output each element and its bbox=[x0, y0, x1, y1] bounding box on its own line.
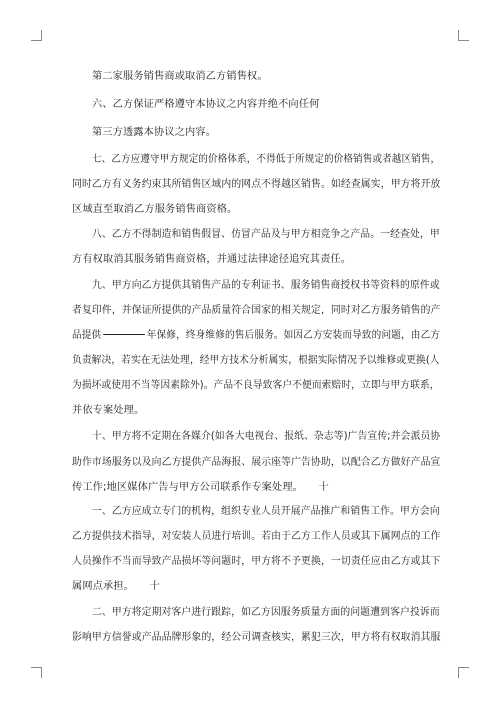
text-line: 并依专案处理。 bbox=[72, 405, 145, 416]
text-fragment: 品提供 bbox=[72, 330, 102, 341]
text-line: 负责解决，若实在无法处理，经甲方技术分析属实，根据实际情况予以维修或更换(人 bbox=[72, 355, 440, 366]
text-line: 七、乙方应遵守甲方规定的价格体系，不得低于所规定的价格销售或者越区销售， bbox=[92, 154, 441, 165]
text-line: 人员操作不当而导致产品损坏等问题时，甲方将不予更换，一切责任应由乙方或其下 bbox=[72, 556, 441, 567]
crop-mark-bottom-right bbox=[458, 667, 469, 678]
text-line: 为损坏或使用不当等因素除外)。产品不良导致客户不便而索赔时，立即与甲方联系， bbox=[72, 380, 440, 391]
text-line: 助作市场服务以及向乙方提供产品海报、展示座等广告协助，以配合乙方做好产品宣 bbox=[72, 457, 441, 468]
text-line: 区域直至取消乙方服务销售商资格。 bbox=[72, 204, 238, 215]
text-line: 八、乙方不得制造和销售假冒、仿冒产品及与甲方相竞争之产品。一经查处，甲 bbox=[92, 229, 440, 240]
crop-mark-top-left bbox=[31, 30, 42, 41]
text-line: 九、甲方向乙方提供其销售产品的专利证书、服务销售商授权书等资料的原件或 bbox=[92, 280, 440, 291]
text-line: 方有权取消其服务销售商资格，并通过法律途径追究其责任。 bbox=[72, 254, 352, 265]
blank-underline bbox=[103, 334, 145, 335]
text-line: 属网点承担。 十 bbox=[72, 581, 160, 592]
text-line bbox=[72, 329, 440, 343]
crop-mark-top-right bbox=[458, 30, 469, 41]
crop-mark-bottom-left bbox=[31, 667, 42, 678]
text-line: 第二家服务销售商或取消乙方销售权。 bbox=[92, 71, 268, 82]
text-line: 影响甲方信誉或产品品牌形象的，经公司调查核实，累犯三次，甲方将有权取消其服 bbox=[72, 632, 441, 643]
text-line: 乙方提供技术指导，对安装人员进行培训。若由于乙方工作人员或其下属网点的工作 bbox=[72, 531, 441, 542]
text-line: 第三方透露本协议之内容。 bbox=[92, 127, 217, 138]
text-line: 十、甲方将不定期在各媒介(如各大电视台、报纸、杂志等)广告宣传;并会派员协 bbox=[92, 431, 441, 442]
text-line: 同时乙方有义务约束其所销售区域内的网点不得越区销售。如经查属实，甲方将开放 bbox=[72, 179, 441, 190]
text-line: 者复印件，并保证所提供的产品质量符合国家的相关规定，同时对乙方服务销售的产 bbox=[72, 305, 441, 316]
text-fragment: 年保修，终身维修的售后服务。如因乙方安装而导致的问题，由乙方 bbox=[146, 330, 441, 341]
text-line: 二、甲方将定期对客户进行跟踪，如乙方因服务质量方面的问题遭到客户投诉而 bbox=[92, 607, 440, 618]
text-line: 一、乙方应成立专门的机构，组织专业人员开展产品推广和销售工作。甲方会向 bbox=[92, 506, 440, 517]
text-line: 传工作;地区媒体广告与甲方公司联系作专案处理。 十 bbox=[72, 482, 329, 493]
text-line: 六、乙方保证严格遵守本协议之内容并绝不向任何 bbox=[92, 99, 320, 110]
